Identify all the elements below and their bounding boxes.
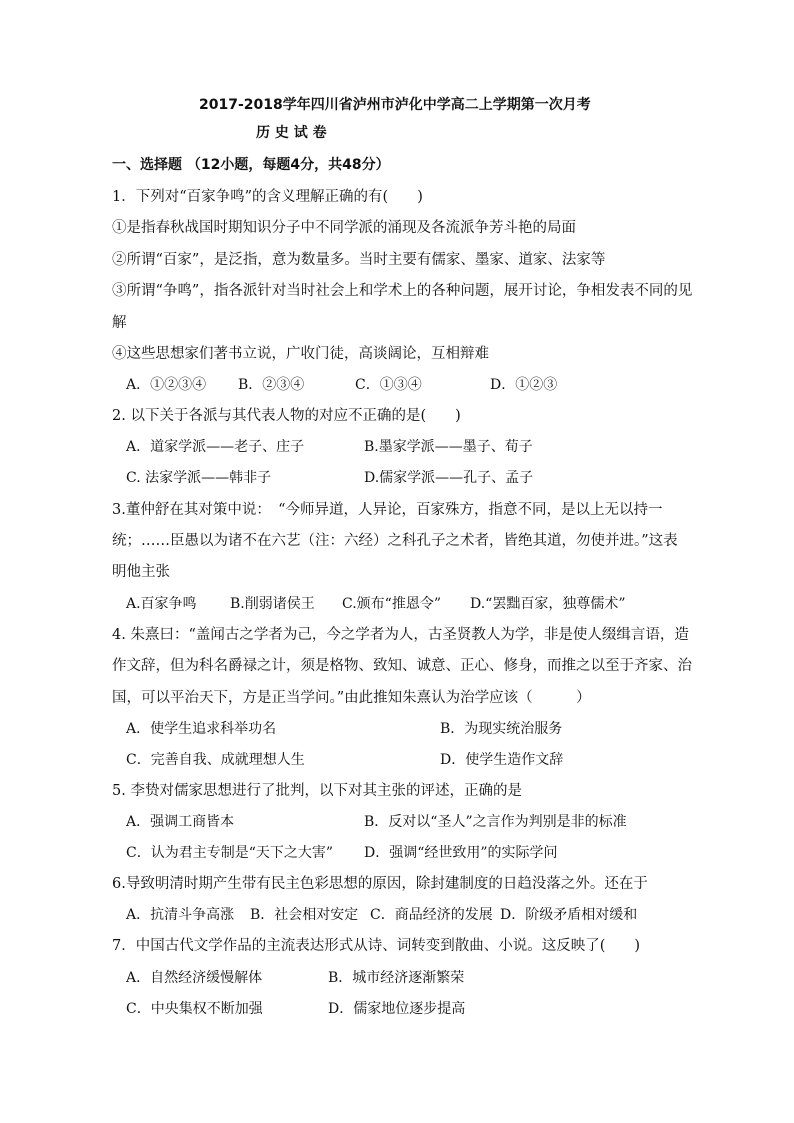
section-heading: 一、选择题 （12小题，每题4分，共48分） [112, 157, 390, 173]
option-a: A．①②③④ [126, 377, 207, 393]
statement-2: ②所谓“百家”，是泛指，意为数量多。当时主要有儒家、墨家、道家、法家等 [112, 252, 606, 268]
option-d: D.儒家学派——孔子、孟子 [364, 470, 534, 486]
option-a: A．使学生追求科举功名 [126, 721, 277, 737]
option-a: A．抗清斗争高涨 [126, 907, 235, 923]
option-b: B．社会相对安定 [250, 907, 359, 923]
option-c: C．完善自我、成就理想人生 [126, 752, 305, 768]
exam-title: 2017-2018学年四川省泸州市泸化中学高二上学期第一次月考 [199, 97, 591, 113]
statement-1: ①是指春秋战国时期知识分子中不同学派的涌现及各流派争芳斗艳的局面 [112, 220, 576, 236]
question-stem: 1．下列对“百家争鸣”的含义理解正确的有( ) [112, 189, 423, 205]
option-b: B．城市经济逐渐繁荣 [328, 970, 465, 986]
option-d: D．使学生造作文辞 [440, 752, 564, 768]
option-d: D．①②③ [490, 377, 558, 393]
option-c: C. 法家学派——韩非子 [126, 470, 272, 486]
option-c: C.颁布“推恩令” [342, 596, 441, 612]
option-d: D．儒家地位逐步提高 [328, 1001, 466, 1017]
question-stem-line-1: 4. 朱熹曰：“盖闻古之学者为己，今之学者为人，古圣贤教人为学，非是使人缀缉言语，造 [112, 627, 689, 643]
option-d: D.“罢黜百家，独尊儒术” [470, 596, 626, 612]
option-d: D．强调“经世致用”的实际学问 [364, 845, 558, 861]
statement-4: ④这些思想家们著书立说，广收门徒，高谈阔论，互相辩难 [112, 346, 489, 362]
option-a: A．道家学派——老子、庄子 [126, 439, 305, 455]
option-c: C．中央集权不断加强 [126, 1001, 263, 1017]
option-b: B．反对以“圣人”之言作为判别是非的标准 [364, 814, 627, 830]
exam-subtitle: 历 史 试 卷 [256, 125, 327, 141]
question-stem: 7．中国古代文学作品的主流表达形式从诗、词转变到散曲、小说。这反映了( ) [112, 938, 641, 954]
option-c: C．①③④ [355, 377, 422, 393]
option-b: B.墨家学派——墨子、荀子 [364, 439, 533, 455]
option-b: B．为现实统治服务 [440, 721, 563, 737]
question-stem-line-3: 国，可以平治天下，方是正当学问。”由此推知朱熹认为治学应该（ ） [112, 690, 591, 706]
question-stem: 5. 李贽对儒家思想进行了批判，以下对其主张的评述，正确的是 [112, 783, 522, 799]
question-stem-line-3: 明他主张 [112, 564, 170, 580]
question-stem: 2. 以下关于各派与其代表人物的对应不正确的是( ) [112, 408, 461, 424]
statement-3: ③所谓“争鸣”，指各派针对当时社会上和学术上的各种问题，展开讨论，争相发表不同的见 [112, 283, 693, 299]
question-stem-line-1: 3.董仲舒在其对策中说： “今师异道，人异论，百家殊方，指意不同，是以上无以持一 [112, 502, 663, 518]
question-stem-line-2: 统；……臣愚以为诸不在六艺（注：六经）之科孔子之术者，皆绝其道，勿使并进。”这表 [112, 533, 678, 549]
option-c: C．商品经济的发展 [370, 907, 493, 923]
option-c: C．认为君主专制是“天下之大害” [126, 845, 334, 861]
option-b: B．②③④ [238, 377, 305, 393]
statement-3-cont: 解 [112, 315, 127, 331]
option-a: A．强调工商皆本 [126, 814, 235, 830]
question-stem-line-2: 作文辞，但为科名爵禄之计，须是格物、致知、诚意、正心、修身，而推之以至于齐家、治 [112, 658, 692, 674]
option-b: B.削弱诸侯王 [230, 596, 315, 612]
option-a: A.百家争鸣 [126, 596, 197, 612]
option-d: D．阶级矛盾相对缓和 [500, 907, 638, 923]
question-stem: 6.导致明清时期产生带有民主色彩思想的原因，除封建制度的日趋没落之外。还在于 [112, 876, 648, 892]
option-a: A．自然经济缓慢解体 [126, 970, 263, 986]
